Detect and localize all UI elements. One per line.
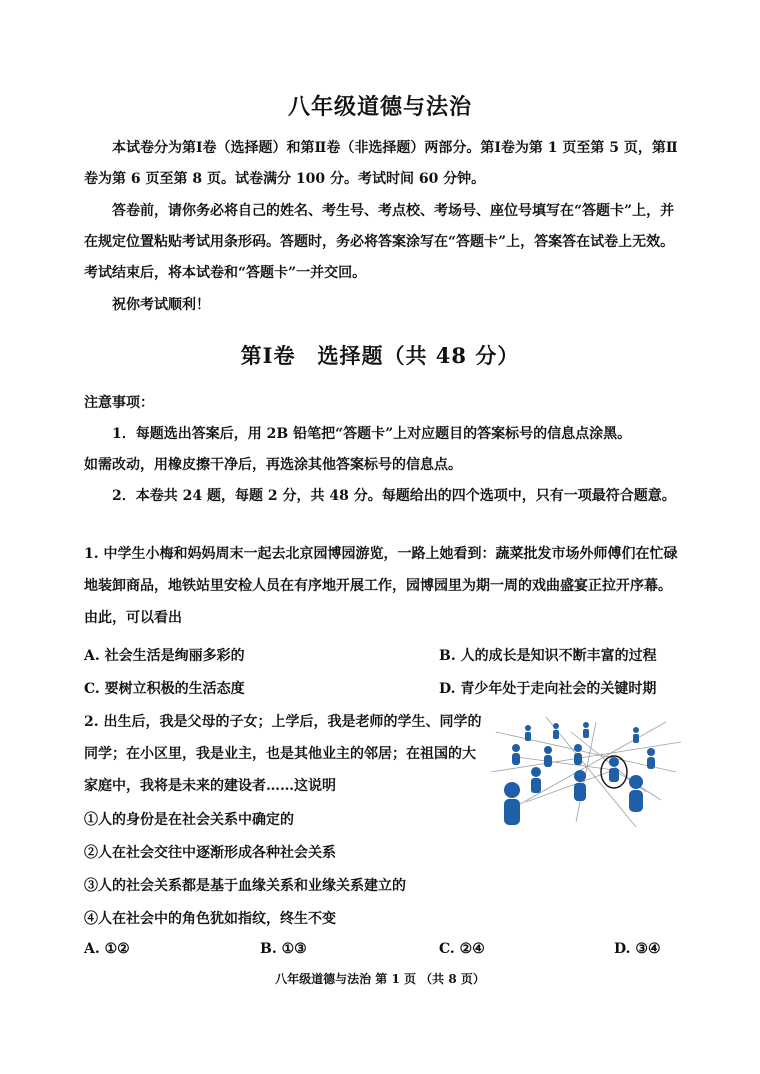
social-network-people-icon xyxy=(486,712,682,832)
question-2-statement-2: ②人在社会交往中逐渐形成各种社会关系 xyxy=(84,845,336,861)
note-1-line-1: 1．每题选出答案后，用 2B 铅笔把“答题卡”上对应题目的答案标号的信息点涂黑。 xyxy=(112,426,632,442)
question-2-option-c: C. ②④ xyxy=(439,941,485,957)
intro-paragraph: 本试卷分为第Ⅰ卷（选择题）和第Ⅱ卷（非选择题）两部分。第Ⅰ卷为第 1 页至第 5 页，第Ⅱ卷为第 6 页至第 8 页。试卷满分 100 分。考试时间 60 分钟。 xyxy=(84,140,678,187)
section-title: 第Ⅰ卷 选择题（共 48 分） xyxy=(240,343,520,368)
question-2-option-a: A. ①② xyxy=(84,941,130,957)
question-2-option-d: D. ③④ xyxy=(614,941,661,957)
notes-heading: 注意事项： xyxy=(84,395,154,411)
question-1-option-d: D. 青少年处于走向社会的关键时期 xyxy=(439,681,657,697)
page-footer: 八年级道德与法治 第 1 页 （共 8 页） xyxy=(275,972,485,986)
note-1-line-2: 如需改动，用橡皮擦干净后，再选涂其他答案标号的信息点。 xyxy=(84,457,462,473)
question-1-option-c: C. 要树立积极的生活态度 xyxy=(84,681,245,697)
question-2-statement-1: ①人的身份是在社会关系中确定的 xyxy=(84,812,294,828)
question-2-statement-3: ③人的社会关系都是基于血缘关系和业缘关系建立的 xyxy=(84,878,406,894)
question-2-option-b: B. ①③ xyxy=(260,941,307,957)
question-2-stem: 2. 出生后，我是父母的子女；上学后，我是老师的学生、同学的同学；在小区里，我是业主，也是其他业主的邻居；在祖国的大家庭中，我将是未来的建设者……这说明 xyxy=(84,714,482,794)
blessing-text: 祝你考试顺利！ xyxy=(112,297,210,313)
question-1-option-b: B. 人的成长是知识不断丰富的过程 xyxy=(439,648,657,664)
note-2: 2．本卷共 24 题，每题 2 分，共 48 分。每题给出的四个选项中，只有一项最符合题意。 xyxy=(112,488,676,504)
page-title: 八年级道德与法治 xyxy=(287,94,472,120)
question-1-stem: 1. 中学生小梅和妈妈周末一起去北京园博园游览，一路上她看到：蔬菜批发市场外师傅们在忙碌地装卸商品，地铁站里安检人员在有序地开展工作，园博园里为期一周的戏曲盛宴正拉开序幕。由此，可以看出 xyxy=(84,546,678,626)
question-2-statement-4: ④人在社会中的角色犹如指纹，终生不变 xyxy=(84,911,336,927)
question-1-option-a: A. 社会生活是绚丽多彩的 xyxy=(84,648,245,664)
instructions-paragraph: 答卷前，请你务必将自己的姓名、考生号、考点校、考场号、座位号填写在“答题卡”上，并在规定位置粘贴考试用条形码。答题时，务必将答案涂写在“答题卡”上，答案答在试卷上无效。考试结束后，将本试卷和“答题卡”一并交回。 xyxy=(84,203,675,281)
